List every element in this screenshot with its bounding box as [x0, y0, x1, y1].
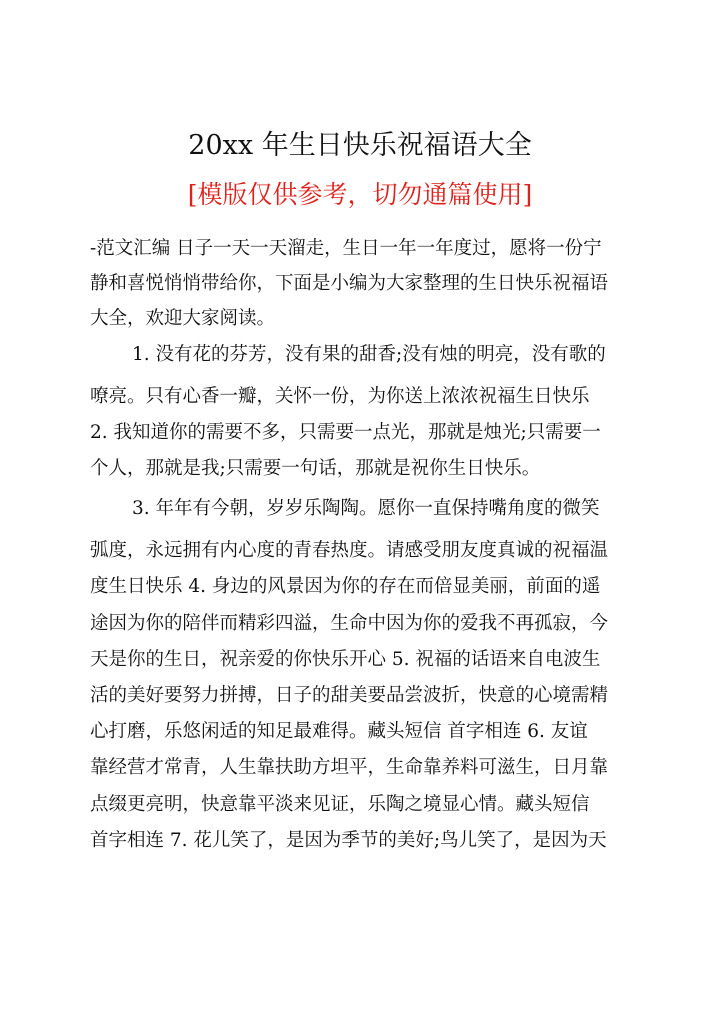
- body-line: 大全，欢迎大家阅读。: [90, 308, 276, 329]
- body-line: -范文汇编 日子一天一天溜走，生日一年一年度过，愿将一份宁: [90, 238, 602, 259]
- body-line: 途因为你的陪伴而精彩四溢，生命中因为你的爱我不再孤寂，今: [90, 613, 609, 634]
- body-line: 2. 我知道你的需要不多，只需要一点光，那就是烛光;只需要一: [90, 422, 601, 443]
- body-line: 天是你的生日，祝亲爱的你快乐开心 5. 祝福的话语来自电波生: [90, 649, 601, 670]
- body-line: 1. 没有花的芬芳，没有果的甜香;没有烛的明亮，没有歌的: [132, 344, 606, 365]
- body-line: 心打磨，乐悠闲适的知足最难得。藏头短信 首字相连 6. 友谊: [90, 721, 588, 742]
- body-line: 弧度，永远拥有内心度的青春热度。请感受朋友度真诚的祝福温: [90, 540, 609, 561]
- body-line: 个人，那就是我;只需要一句话，那就是祝你生日快乐。: [90, 458, 541, 479]
- document-title: 20xx 年生日快乐祝福语大全: [188, 130, 532, 161]
- template-notice: [模版仅供参考，切勿通篇使用]: [187, 180, 533, 209]
- body-line: 首字相连 7. 花儿笑了，是因为季节的美好;鸟儿笑了，是因为天: [90, 830, 607, 851]
- body-line: 点缀更亮明，快意靠平淡来见证，乐陶之境显心情。藏头短信: [90, 794, 590, 815]
- body-line: 静和喜悦悄悄带给你，下面是小编为大家整理的生日快乐祝福语: [90, 273, 609, 294]
- body-line: 度生日快乐 4. 身边的风景因为你的存在而倍显美丽，前面的遥: [90, 576, 601, 597]
- body-line: 活的美好要努力拼搏，日子的甜美要品尝波折，快意的心境需精: [90, 685, 609, 706]
- body-line: 靠经营才常青，人生靠扶助方坦平，生命靠养料可滋生，日月靠: [90, 757, 609, 778]
- body-line: 3. 年年有今朝，岁岁乐陶陶。愿你一直保持嘴角度的微笑: [132, 498, 600, 519]
- body-line: 嘹亮。只有心香一瓣，关怀一份，为你送上浓浓祝福生日快乐: [90, 386, 590, 407]
